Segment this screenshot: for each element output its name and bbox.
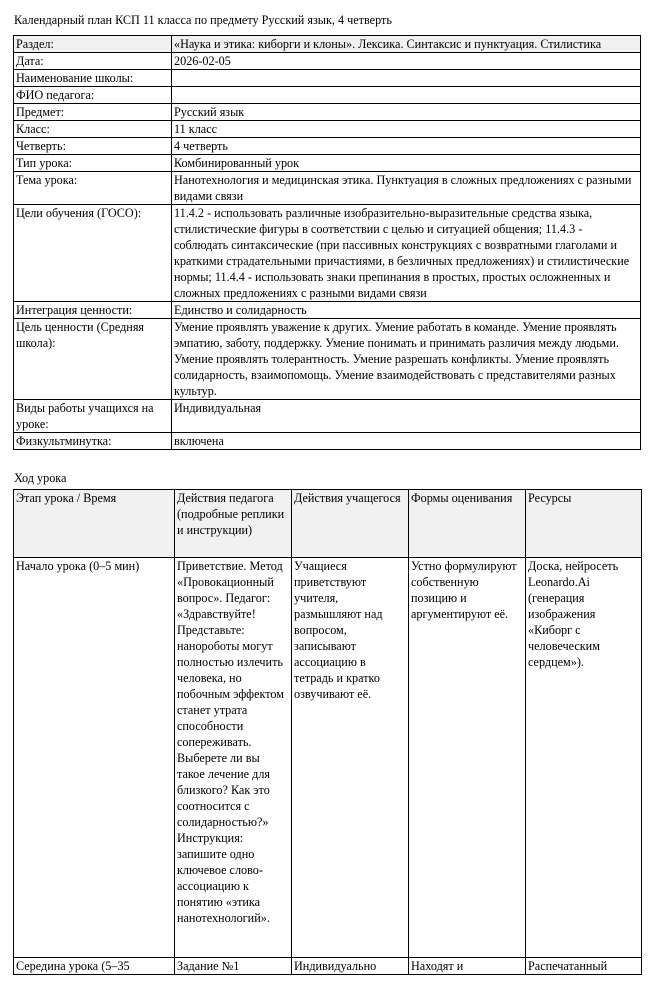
row-assessment: Находят и [409, 958, 526, 975]
info-label: Предмет: [14, 104, 172, 121]
info-value: 11.4.2 - использовать различные изобразительно-выразительные средства языка, стилистические фигуры в соответствии с целью и ситуацией общения; 11.4.3 - соблюдать синтаксические (при пассивных конструкциях с возвратными глаголами и краткими страдательными причастиями, в безличных предложениях) и стилистические нормы; 11.4.4 - использовать знаки препинания в простых, простых осложненных и сложных предложениях с разными видами связи [172, 205, 641, 302]
row-resources: Доска, нейросеть Leonardo.Ai (генерация изображения «Киборг с человеческим сердцем»). [526, 558, 642, 958]
info-label: Тип урока: [14, 155, 172, 172]
lesson-flow-table [13, 489, 642, 975]
header-teacher-actions: Действия педагога (подробные реплики и инструкции) [175, 490, 292, 558]
info-row [14, 172, 641, 205]
row-student-actions: Учащиеся приветствуют учителя, размышляют над вопросом, записывают ассоциацию в тетрадь и кратко озвучивают её. [292, 558, 409, 958]
header-assessment: Формы оценивания [409, 490, 526, 558]
info-label: Физкультминутка: [14, 433, 172, 450]
info-row [14, 155, 641, 172]
info-value: Нанотехнология и медицинская этика. Пунктуация в сложных предложениях с разными видами связи [172, 172, 641, 205]
flow-row-middle [14, 958, 642, 975]
info-value: «Наука и этика: киборги и клоны». Лексика. Синтаксис и пунктуация. Стилистика [172, 36, 641, 53]
flow-header-row [14, 490, 642, 558]
row-teacher-actions: Задание №1 [175, 958, 292, 975]
info-row [14, 205, 641, 302]
info-value: Умение проявлять уважение к других. Умение работать в команде. Умение проявлять эмпатию, заботу, поддержку. Умение понимать и принимать различия между людьми. Умение проявлять толерантность. Умение разрешать конфликты. Умение проявлять солидарность, взаимопомощь. Умение взаимодействовать с представителями разных культур. [172, 319, 641, 400]
info-label: Раздел: [14, 36, 172, 53]
info-row [14, 87, 641, 104]
row-assessment: Устно формулируют собственную позицию и аргументируют её. [409, 558, 526, 958]
info-row [14, 36, 641, 53]
info-value [172, 70, 641, 87]
info-label: Цель ценности (Средняя школа): [14, 319, 172, 400]
info-value [172, 87, 641, 104]
lesson-info-table [13, 35, 641, 450]
info-row [14, 70, 641, 87]
lesson-flow-heading: Ход урока [14, 471, 67, 485]
info-label: Четверть: [14, 138, 172, 155]
info-label: ФИО педагога: [14, 87, 172, 104]
info-value: Индивидуальная [172, 400, 641, 433]
row-stage: Начало урока (0–5 мин) [14, 558, 175, 958]
info-value: Единство и солидарность [172, 302, 641, 319]
info-row [14, 433, 641, 450]
info-value: включена [172, 433, 641, 450]
info-row [14, 400, 641, 433]
info-label: Класс: [14, 121, 172, 138]
info-label: Наименование школы: [14, 70, 172, 87]
info-row [14, 302, 641, 319]
info-row [14, 319, 641, 400]
row-resources: Распечатанный [526, 958, 642, 975]
header-stage: Этап урока / Время [14, 490, 175, 558]
info-value: 4 четверть [172, 138, 641, 155]
info-value: Русский язык [172, 104, 641, 121]
row-stage: Середина урока (5–35 [14, 958, 175, 975]
info-label: Виды работы учащихся на уроке: [14, 400, 172, 433]
info-value: 11 класс [172, 121, 641, 138]
info-row [14, 53, 641, 70]
row-teacher-actions: Приветствие. Метод «Провокационный вопрос». Педагог: «Здравствуйте! Представьте: нанороботы могут полностью излечить человека, но побочным эффектом станет утрата способности сопереживать. Выберете ли вы такое лечение для близкого? Как это соотносится с солидарностью?» Инструкция: запишите одно ключевое слово-ассоциацию к понятию «этика нанотехнологий». [175, 558, 292, 958]
info-value: Комбинированный урок [172, 155, 641, 172]
info-row [14, 138, 641, 155]
row-student-actions: Индивидуально [292, 958, 409, 975]
info-label: Цели обучения (ГОСО): [14, 205, 172, 302]
info-value: 2026-02-05 [172, 53, 641, 70]
info-row [14, 104, 641, 121]
header-resources: Ресурсы [526, 490, 642, 558]
info-label: Интеграция ценности: [14, 302, 172, 319]
info-row [14, 121, 641, 138]
flow-row-start [14, 558, 642, 958]
info-label: Тема урока: [14, 172, 172, 205]
info-label: Дата: [14, 53, 172, 70]
header-student-actions: Действия учащегося [292, 490, 409, 558]
page-title: Календарный план КСП 11 класса по предмету Русский язык, 4 четверть [14, 13, 392, 27]
